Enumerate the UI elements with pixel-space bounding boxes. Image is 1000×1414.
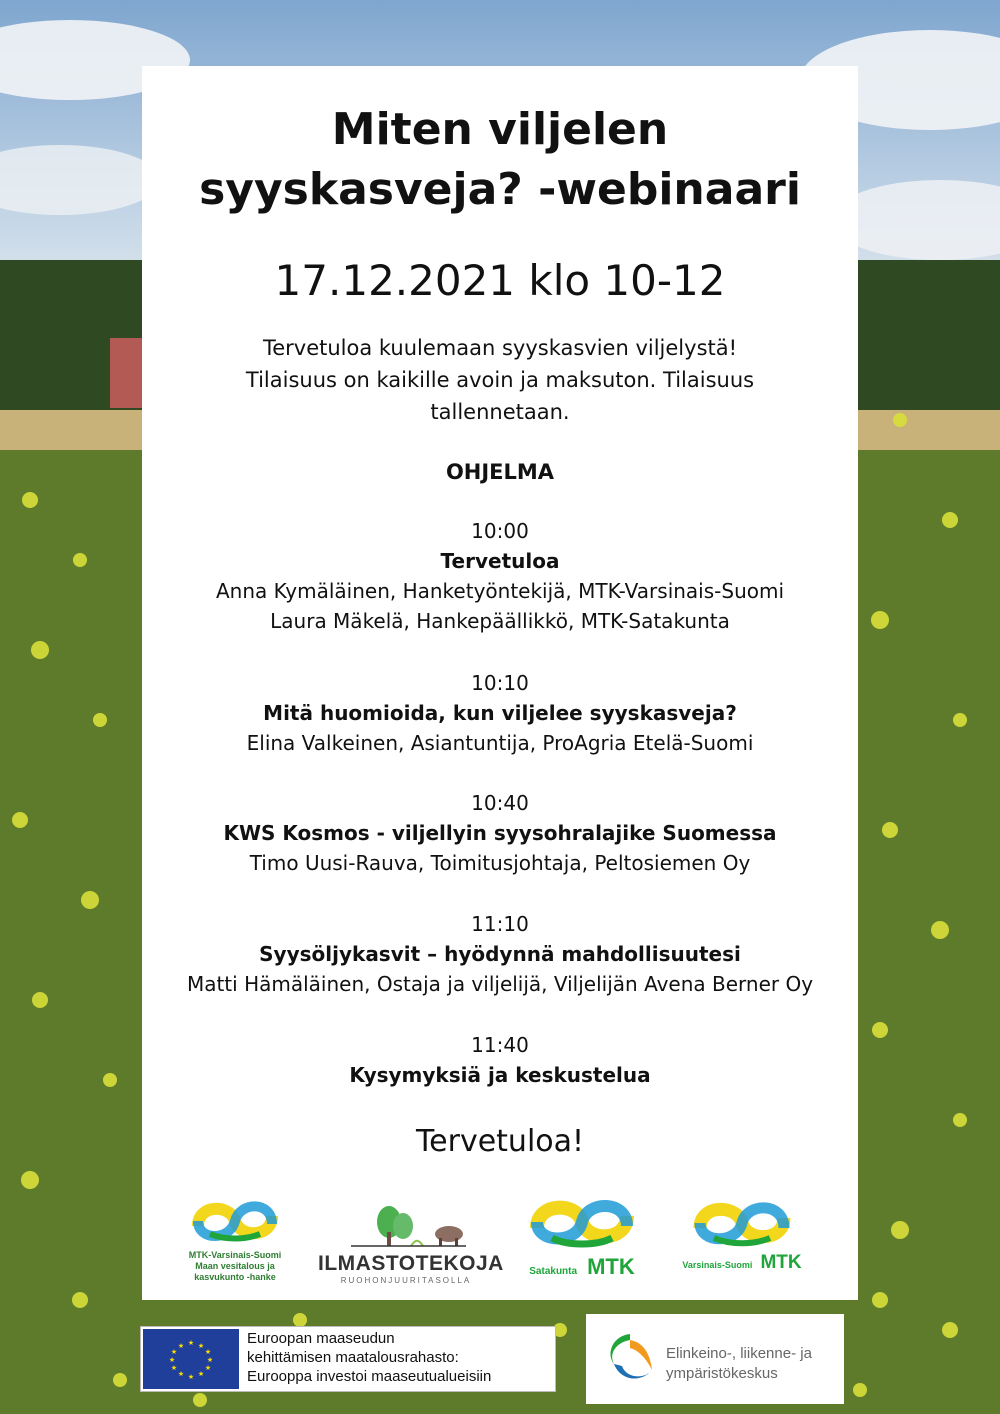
svg-text:★: ★ <box>170 1348 178 1356</box>
program-item <box>150 1030 850 1090</box>
svg-text:★: ★ <box>187 1339 195 1347</box>
program-title: Kysymyksiä ja keskustelua <box>349 1063 651 1087</box>
mtk-swirl-icon <box>527 1194 637 1250</box>
eu-funding-text <box>247 1329 547 1386</box>
ely-line-2: ympäristökeskus <box>666 1365 778 1382</box>
mtk-hanke-logo <box>170 1196 300 1283</box>
program-time: 10:10 <box>471 671 529 695</box>
title-line-2: syyskasveja? -webinaari <box>199 164 801 215</box>
ely-centre-box <box>586 1314 844 1404</box>
mtk-wordmark: MTK <box>587 1254 635 1279</box>
ely-emblem-icon <box>600 1330 660 1392</box>
intro-line-3: tallennetaan. <box>430 400 570 424</box>
intro-line-2: Tilaisuus on kaikille avoin ja maksuton. Tilaisuus <box>245 368 755 392</box>
svg-text:★: ★ <box>197 1370 205 1378</box>
mtk-wordmark: MTK <box>760 1252 802 1273</box>
logo-caption-1: MTK-Varsinais-Suomi <box>188 1250 282 1260</box>
eu-funding-box <box>140 1326 556 1392</box>
eu-flag-icon <box>143 1329 239 1389</box>
program-time: 11:10 <box>471 912 529 936</box>
trees-cow-icon <box>341 1204 471 1248</box>
program-item <box>150 788 850 878</box>
svg-text:★: ★ <box>168 1356 176 1364</box>
svg-text:★: ★ <box>204 1364 212 1372</box>
program-title: Mitä huomioida, kun viljelee syyskasveja? <box>263 701 737 725</box>
logo-caption-2: Maan vesitalous ja <box>195 1261 275 1271</box>
svg-text:★: ★ <box>177 1342 185 1350</box>
ilmastotekoja-wordmark: ILMASTOTEKOJA <box>318 1252 504 1275</box>
program-speaker: Elina Valkeinen, Asiantuntija, ProAgria Etelä-Suomi <box>246 731 754 755</box>
program-heading: OHJELMA <box>445 460 555 484</box>
program-time: 10:40 <box>471 791 529 815</box>
ilmastotekoja-subtitle: RUOHONJUURITASOLLA <box>340 1276 472 1285</box>
program-item <box>150 909 850 999</box>
mtk-varsinais-suomi-logo <box>676 1198 808 1274</box>
intro-text <box>200 332 800 428</box>
title-line-1: Miten viljelen <box>331 104 669 155</box>
mtk-satakunta-logo <box>518 1194 646 1280</box>
program-speaker: Matti Hämäläinen, Ostaja ja viljelijä, Viljelijän Avena Berner Oy <box>186 972 814 996</box>
ely-text <box>666 1344 812 1384</box>
program-title: Syysöljykasvit – hyödynnä mahdollisuutesi <box>259 942 741 966</box>
ilmastotekoja-logo <box>318 1204 504 1285</box>
varsinais-suomi-label: Varsinais-Suomi <box>682 1260 753 1270</box>
program-item <box>150 668 850 758</box>
eu-line-3: Eurooppa investoi maaseutualueisiin <box>247 1368 492 1385</box>
program-title: KWS Kosmos - viljellyin syysohralajike Suomessa <box>223 821 777 845</box>
event-date: 17.12.2021 klo 10-12 <box>274 256 726 305</box>
closing-text: Tervetuloa! <box>415 1124 585 1159</box>
ely-line-1: Elinkeino-, liikenne- ja <box>666 1345 812 1362</box>
svg-text:★: ★ <box>204 1348 212 1356</box>
mtk-swirl-icon <box>190 1196 280 1246</box>
program-item <box>150 516 850 636</box>
svg-text:★: ★ <box>206 1356 214 1364</box>
satakunta-label: Satakunta <box>529 1266 578 1277</box>
program-speaker: Anna Kymäläinen, Hanketyöntekijä, MTK-Varsinais-Suomi <box>215 579 785 603</box>
mtk-swirl-icon <box>692 1198 792 1248</box>
svg-text:★: ★ <box>170 1364 178 1372</box>
program-speaker: Timo Uusi-Rauva, Toimitusjohtaja, Peltosiemen Oy <box>249 851 751 875</box>
svg-text:★: ★ <box>187 1373 195 1381</box>
logo-caption-3: kasvukunto -hanke <box>194 1272 276 1282</box>
svg-text:★: ★ <box>177 1370 185 1378</box>
eu-line-1: Euroopan maaseudun <box>247 1330 395 1347</box>
program-time: 10:00 <box>471 519 529 543</box>
page-title <box>0 100 1000 220</box>
intro-line-1: Tervetuloa kuulemaan syyskasvien viljelystä! <box>262 336 738 360</box>
program-speaker: Laura Mäkelä, Hankepäällikkö, MTK-Satakunta <box>270 609 730 633</box>
eu-line-2: kehittämisen maatalousrahasto: <box>247 1349 459 1366</box>
svg-text:★: ★ <box>197 1342 205 1350</box>
program-time: 11:40 <box>471 1033 529 1057</box>
program-title: Tervetuloa <box>440 549 560 573</box>
